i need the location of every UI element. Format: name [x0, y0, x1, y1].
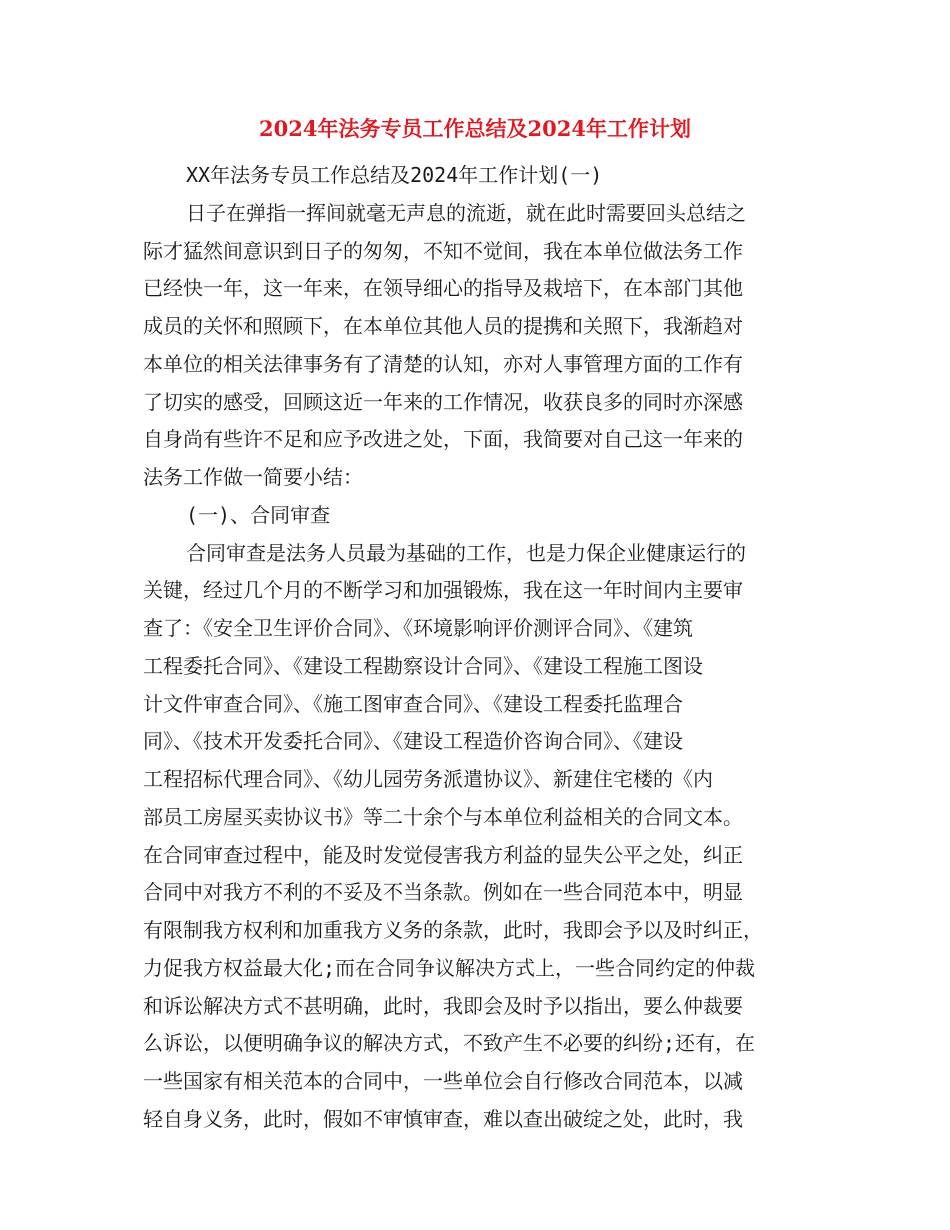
- body-line: 工程委托合同》、《建设工程勘察设计合同》、《建设工程施工图设: [143, 654, 703, 678]
- body-line: 查了：《安全卫生评价合同》、《环境影响评价测评合同》、《建筑: [143, 616, 693, 640]
- body-line: 一些国家有相关范本的合同中，一些单位会自行修改合同范本，以减: [143, 1069, 743, 1093]
- subtitle-line: XX年法务专员工作总结及2024年工作计划(一): [186, 163, 603, 187]
- body-line: 成员的关怀和照顾下，在本单位其他人员的提携和关照下，我渐趋对: [143, 314, 743, 338]
- body-line: 关键，经过几个月的不断学习和加强锻炼，我在这一年时间内主要审: [143, 578, 743, 602]
- body-line: 合同中对我方不利的不妥及不当条款。例如在一些合同范本中，明显: [143, 880, 743, 904]
- body-line: 部员工房屋买卖协议书》等二十余个与本单位利益相关的合同文本。: [143, 805, 743, 829]
- body-line: 在合同审查过程中，能及时发觉侵害我方利益的显失公平之处，纠正: [143, 843, 743, 867]
- body-line: 和诉讼解决方式不甚明确，此时，我即会及时予以指出，要么仲裁要: [143, 994, 743, 1018]
- body-line: 力促我方权益最大化;而在合同争议解决方式上，一些合同约定的仲裁: [143, 956, 756, 980]
- section-heading: (一)、合同审查: [186, 503, 331, 527]
- body-line: 合同审查是法务人员最为基础的工作，也是力保企业健康运行的: [186, 541, 746, 565]
- body-line: 计文件审查合同》、《施工图审查合同》、《建设工程委托监理合: [143, 692, 683, 716]
- body-line: 了切实的感受，回顾这近一年来的工作情况，收获良多的同时亦深感: [143, 390, 743, 414]
- body-line: 有限制我方权利和加重我方义务的条款，此时，我即会予以及时纠正，: [143, 918, 763, 942]
- body-line: 工程招标代理合同》、《幼儿园劳务派遣协议》、新建住宅楼的《内: [143, 767, 713, 791]
- body-line: 已经快一年，这一年来，在领导细心的指导及栽培下，在本部门其他: [143, 276, 743, 300]
- body-line: 么诉讼，以便明确争议的解决方式，不致产生不必要的纠纷;还有，在: [143, 1031, 756, 1055]
- body-line: 际才猛然间意识到日子的匆匆，不知不觉间，我在本单位做法务工作: [143, 239, 743, 263]
- body-line: 轻自身义务，此时，假如不审慎审查，难以查出破绽之处，此时，我: [143, 1107, 743, 1131]
- body-line: 法务工作做一简要小结：: [143, 465, 363, 489]
- body-line: 本单位的相关法律事务有了清楚的认知，亦对人事管理方面的工作有: [143, 352, 743, 376]
- body-line: 自身尚有些许不足和应予改进之处，下面，我简要对自己这一年来的: [143, 427, 743, 451]
- body-line: 同》、《技术开发委托合同》、《建设工程造价咨询合同》、《建设: [143, 729, 683, 753]
- body-line: 日子在弹指一挥间就毫无声息的流逝，就在此时需要回头总结之: [186, 201, 746, 225]
- document-title: 2024年法务专员工作总结及2024年工作计划: [259, 116, 691, 141]
